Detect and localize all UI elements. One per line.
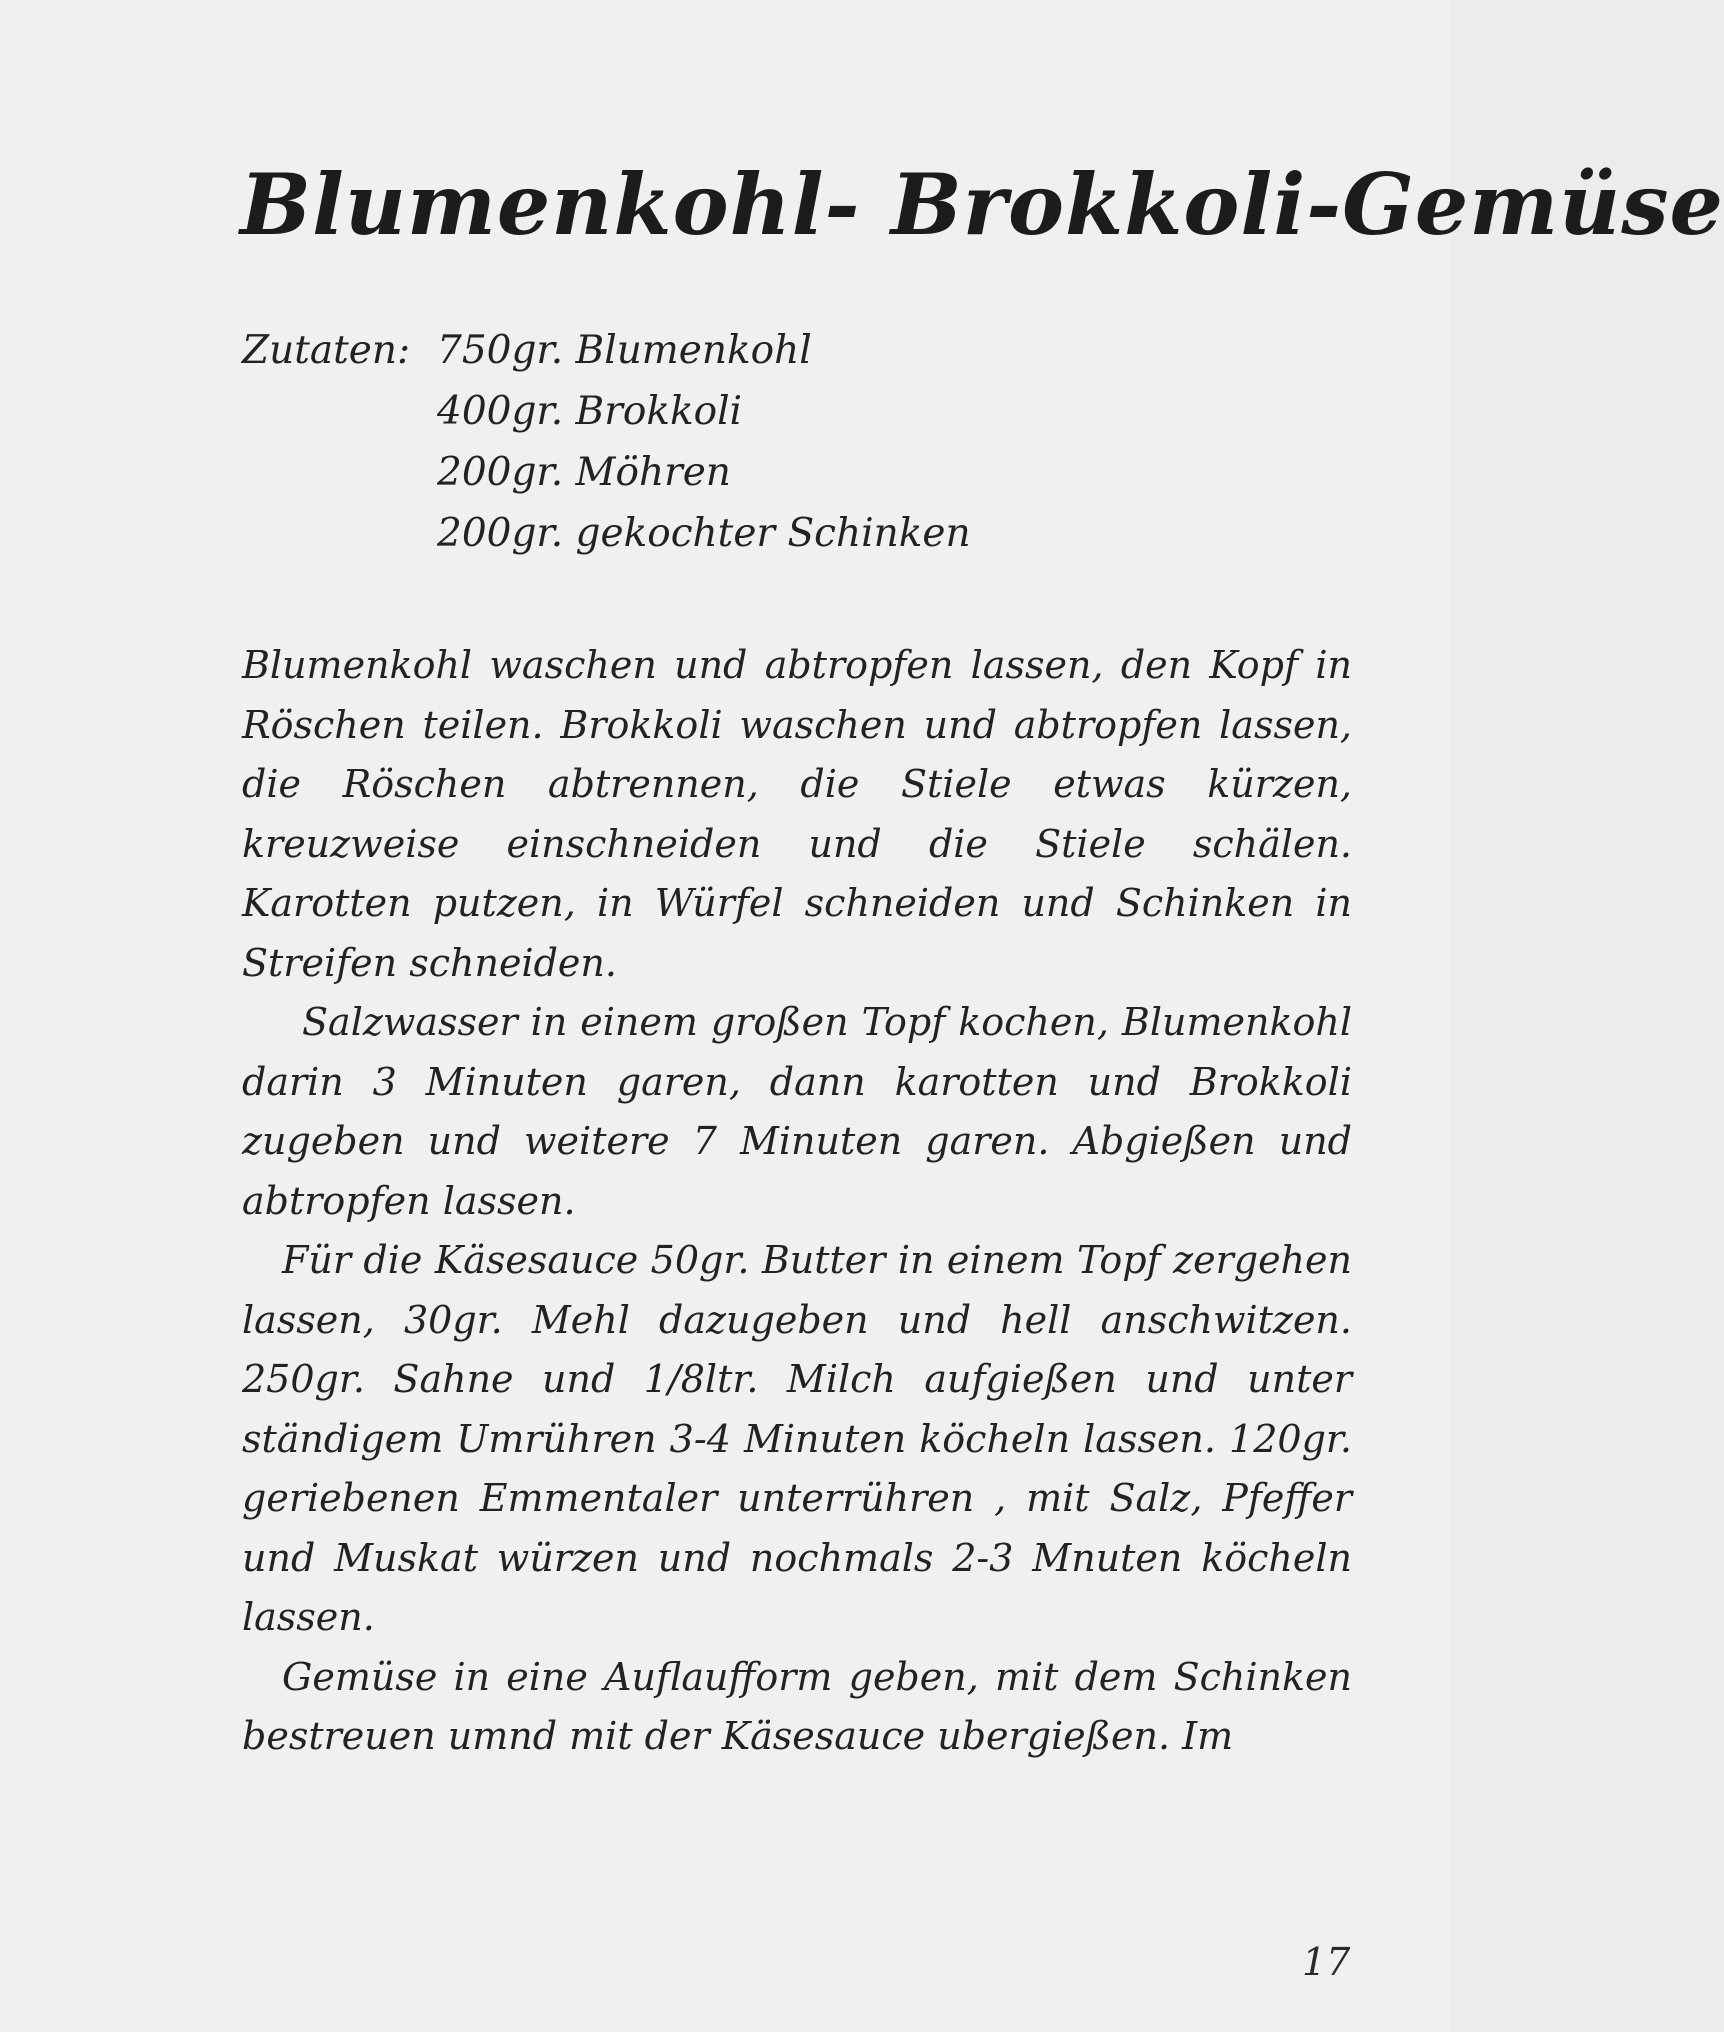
instruction-paragraph: Salzwasser in einem großen Topf kochen, Blumenkohl darin 3 Minuten garen, dann karotten und Brokkoli zugeben und weitere 7 Minuten garen. Abgießen und abtropfen lassen. bbox=[242, 1000, 1352, 1223]
recipe-title: Blumenkohl- Brokkoli-Gemüse bbox=[240, 155, 1724, 254]
ingredient-item: 200gr. gekochter Schinken bbox=[437, 511, 971, 556]
ingredient-row bbox=[242, 442, 971, 503]
ingredients-list bbox=[242, 320, 971, 564]
ingredient-row bbox=[242, 503, 971, 564]
instruction-paragraph: Gemüse in eine Auflaufform geben, mit dem Schinken bestreuen umnd mit der Käsesauce ubergießen. Im bbox=[242, 1654, 1352, 1758]
instruction-paragraph: Für die Käsesauce 50gr. Butter in einem Topf zergehen lassen, 30gr. Mehl dazugeben und hell anschwitzen. 250gr. Sahne und 1/8ltr. Milch aufgießen und unter ständigem Umrühren 3-4 Minuten köcheln lassen. 120gr. geriebenen Emmentaler unterrühren , mit Salz, Pfeffer und Muskat würzen und nochmals 2-3 Mnuten köcheln lassen. bbox=[242, 1238, 1352, 1639]
ingredient-item: 200gr. Möhren bbox=[437, 450, 731, 495]
instruction-paragraph: Blumenkohl waschen und abtropfen lassen, den Kopf in Röschen teilen. Brokkoli waschen und abtropfen lassen, die Röschen abtrennen, die Stiele etwas kürzen, kreuzweise einschneiden und die Stiele schälen. Karotten putzen, in Würfel schneiden und Schinken in Streifen schneiden. bbox=[242, 643, 1352, 985]
page-number: 17 bbox=[1302, 1940, 1351, 1984]
ingredient-item: 750gr. Blumenkohl bbox=[437, 328, 812, 373]
recipe-instructions bbox=[242, 636, 1352, 1767]
ingredient-row bbox=[242, 320, 971, 381]
ingredient-item: 400gr. Brokkoli bbox=[437, 389, 743, 434]
ingredient-row bbox=[242, 381, 971, 442]
ingredients-label: Zutaten: bbox=[242, 328, 411, 373]
